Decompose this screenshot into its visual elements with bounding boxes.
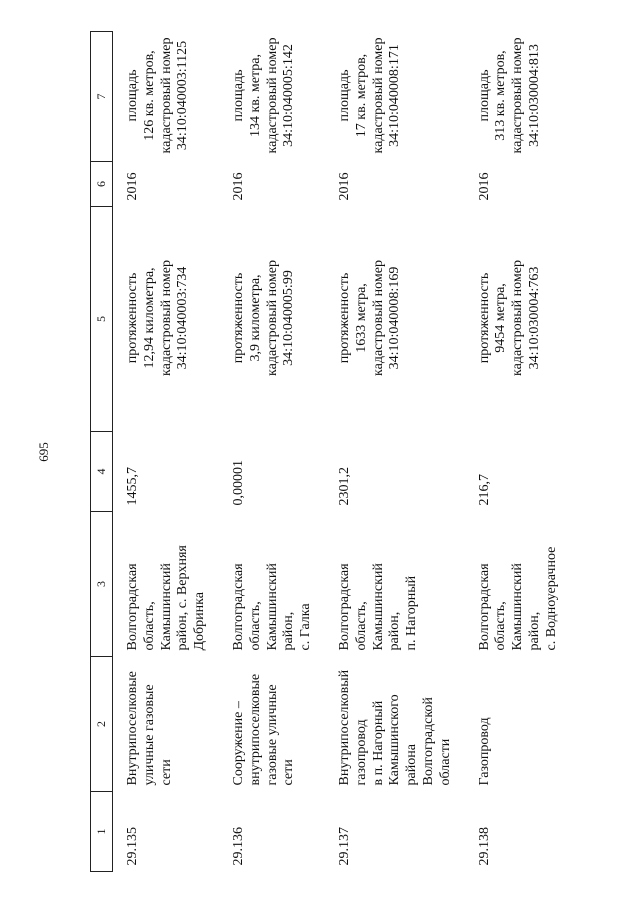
object-year: 2016 xyxy=(476,172,492,201)
column-header: 5 xyxy=(91,207,113,432)
property-table xyxy=(90,31,577,872)
object-area: площадь 313 кв. метров, кадастровый номер 34:10:030004:813 xyxy=(476,37,542,154)
table-header-row xyxy=(91,32,113,872)
object-length: протяженность 12,94 километра, кадастровый номер 34:10:040003:734 xyxy=(125,260,191,376)
object-value: 1455,7 xyxy=(125,467,140,506)
object-name: Сооружение – внутрипоселковые газовые уличные сети xyxy=(230,673,297,786)
row-number: 29.136 xyxy=(230,827,246,866)
row-number: 29.137 xyxy=(336,827,352,866)
object-area: площадь 17 кв. метров, кадастровый номер 34:10:040008:171 xyxy=(336,37,403,154)
object-year: 2016 xyxy=(336,172,352,201)
object-value: 2301,2 xyxy=(336,467,352,506)
object-area: площадь 134 кв. метра, кадастровый номер 34:10:040005:142 xyxy=(230,37,297,154)
table-row xyxy=(465,32,577,872)
rotated-table-container xyxy=(90,32,610,872)
column-header: 2 xyxy=(91,657,113,792)
object-length: протяженность 9454 метра, кадастровый номер 34:10:030004:763 xyxy=(476,260,542,376)
object-address: Волгоградская область, Камышинский район, с. Верхняя Добринка xyxy=(125,545,208,651)
object-name: Газопровод xyxy=(476,717,492,786)
object-year: 2016 xyxy=(125,172,140,201)
row-number: 29.138 xyxy=(476,827,492,866)
column-header: 6 xyxy=(91,162,113,207)
object-value: 216,7 xyxy=(476,474,492,506)
table-row xyxy=(325,32,465,872)
object-length: протяженность 3,9 километра, кадастровый номер 34:10:040005:99 xyxy=(230,260,297,376)
column-header: 7 xyxy=(91,32,113,162)
object-name: Внутрипоселковые уличные газовые сети xyxy=(125,671,174,786)
column-header: 4 xyxy=(91,432,113,512)
table-row xyxy=(219,32,325,872)
object-address: Волгоградская область, Камышинский район, с. Водноуерачное xyxy=(476,546,559,651)
object-address: Волгоградская область, Камышинский район, с. Галка xyxy=(230,563,314,651)
object-address: Волгоградская область, Камышинский район, п. Нагорный xyxy=(336,563,420,651)
page-number: 695 xyxy=(36,442,51,462)
column-header: 1 xyxy=(91,792,113,872)
object-length: протяженность 1633 метра, кадастровый номер 34:10:040008:169 xyxy=(336,260,403,376)
object-area: площадь 126 кв. метров, кадастровый номер 34:10:040003:1125 xyxy=(125,37,191,154)
table-row xyxy=(113,32,219,872)
row-number: 29.135 xyxy=(125,827,140,866)
object-year: 2016 xyxy=(230,172,246,201)
object-name: Внутрипоселковый газопровод в п. Нагорный Камышинского района Волгоградской области xyxy=(336,669,453,786)
column-header: 3 xyxy=(91,512,113,657)
object-value: 0,00001 xyxy=(230,460,246,506)
